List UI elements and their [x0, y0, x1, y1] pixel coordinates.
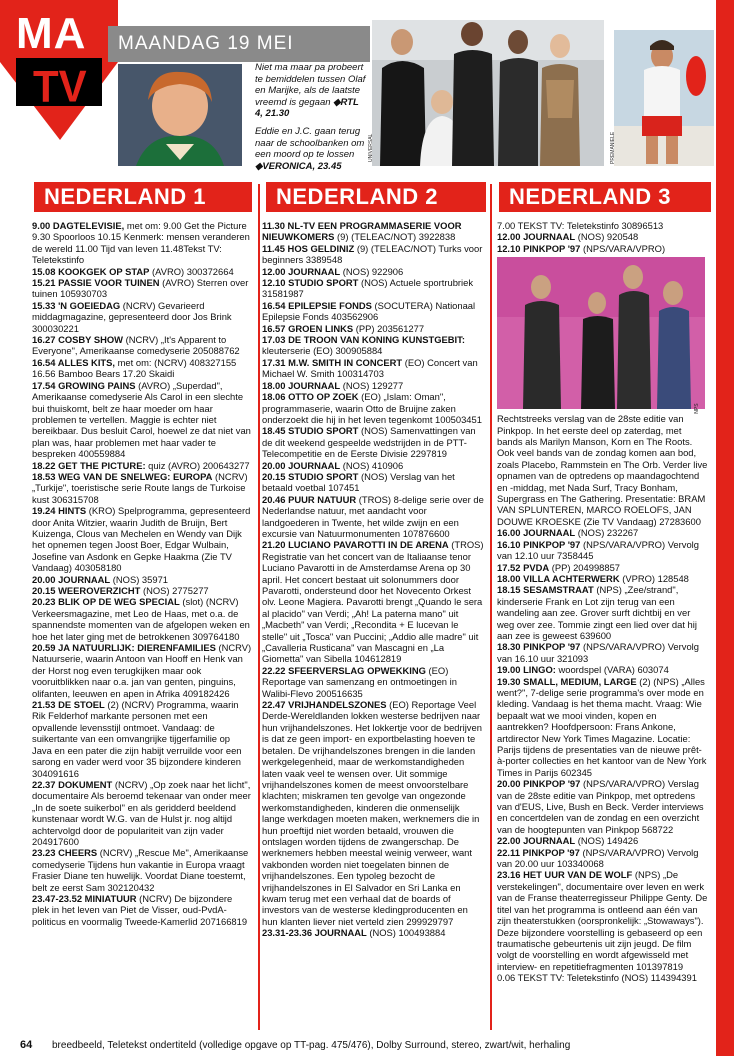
listing-item: 15.21 PASSIE VOOR TUINEN (AVRO) Sterren over tuinen 105930703 — [32, 277, 249, 300]
listing-item: 22.11 PINKPOP '97 (NPS/VARA/VPRO) Vervolg van 20.00 uur 103340068 — [497, 846, 699, 870]
listing-item: 18.00 VILLA ACHTERWERK (VPRO) 128548 — [497, 572, 689, 584]
photo-lifeguard — [610, 30, 714, 166]
column-header-ned1: NEDERLAND 1 — [30, 182, 252, 212]
listing-item: 16.54 ALLES KITS, met om: (NCRV) 408327155 16.56 Bamboo Bears 17.20 Skaidi — [32, 356, 237, 380]
listing-item: 23.16 HET UUR VAN DE WOLF (NPS) „De verstekelingen", documentaire over leven en werk van de Franse theaterregisseur Philippe Genty. De titel van het programma is ontleend aan één van zijn theaterstukken (oorspronkelijk: „Stowaways"). Deze bijzondere voorstelling is gebaseerd op een traumatische gebeurtenis uit zijn jeugd. De film volgt de voorstelling en wordt afgewisseld met interview- en repetitiefragmenten 101397819 — [497, 869, 708, 972]
listing-item: 20.00 JOURNAAL (NOS) 35971 — [32, 573, 168, 585]
listing-item: 22.22 SFEERVERSLAG OPWEKKING (EO) Reportage van samenzang en ontmoetingen in Walibi-Flevo 200516635 — [262, 664, 457, 699]
listing-item: 9.00 DAGTELEVISIE, met om: 9.00 Get the Picture 9.30 Spoorloos 10.15 Kenmerk: mensen veranderen de wereld 11.00 Tijd van leven 11.48Tekst TV: Teletekstinfo — [32, 220, 250, 266]
symbol-legend: breedbeeld, Teletekst ondertiteld (volledige opgave op TT-pag. 475/476), Dolby Surround, stereo, zwart/wit, herhaling — [52, 1040, 571, 1051]
caption1-ref: ◆RTL 4, 21.30 — [255, 96, 359, 119]
schedule-ned2 — [262, 220, 484, 1028]
listing-item: 12.10 PINKPOP '97 (NPS/VARA/VPRO) — [497, 242, 666, 254]
caption2-text: Eddie en J.C. gaan terug naar de schoolbanken om een moord op te lossen — [255, 126, 365, 160]
listing-item: 16.00 JOURNAAL (NOS) 232267 — [497, 527, 639, 539]
photo-pinkpop-band — [497, 257, 705, 414]
column-header-ned2: NEDERLAND 2 — [262, 182, 486, 212]
listing-item: 23.47-23.52 MINIATUUR (NCRV) De bijzondere plek in het leven van Piet de Visser, oud-PvdA-politicus en voormalig Tweede-Kamerlid 207166819 — [32, 892, 248, 927]
caption-photo-cast — [255, 62, 367, 120]
listing-item: 20.00 PINKPOP '97 (NPS/VARA/VPRO) Verslag van de 28ste editie van Pinkpop, met optredens van d'EUS, Live, Bush en Beck. Verder interviews en concertdelen van de zondag en een overzicht van de hoogtepunten van Pinkpop 568722 — [497, 778, 704, 835]
schedule-ned1 — [32, 220, 252, 1028]
listing-item: 22.00 JOURNAAL (NOS) 149426 — [497, 835, 639, 847]
listing-item: 16.27 COSBY SHOW (NCRV) „It's Apparent to Everyone", Amerikaanse comedyserie 205088762 — [32, 334, 240, 357]
caption2-ref: ◆VERONICA, 23.45 — [255, 160, 342, 172]
page-footer — [0, 1035, 734, 1056]
photo-cast — [368, 20, 604, 166]
listing-item: 22.37 DOKUMENT (NCRV) „Op zoek naar het licht", documentaire Als beroemd tekenaar van onder meer „In de soete suikerbol" en als geridderd beeldend kunstenaar wordt W.G. van de Hulst jr. nog altijd achtervolgd door de populariteit van zijn vader 204917600 — [32, 778, 251, 847]
listing-item: 12.00 JOURNAAL (NOS) 920548 — [497, 231, 639, 243]
listing-item: 20.15 WEEROVERZICHT (NOS) 2775277 — [32, 585, 209, 596]
listing-item: 16.57 GROEN LINKS (PP) 203561277 — [262, 322, 425, 334]
column-divider-2 — [490, 184, 492, 1030]
listing-item: 16.54 EPILEPSIE FONDS (SOCUTERA) Nationaal Epilepsie Fonds 403562906 — [262, 299, 476, 323]
column-divider-1 — [258, 184, 260, 1030]
listing-item: 19.30 SMALL, MEDIUM, LARGE (2) (NPS) „Alles went?", 7-delige serie programma's over mode en kleding. Vandaag is het thema macht. Vraag: Wie bepaalt wat we mooi vinden, kopen en aantrekken? Hoofdpersoon: Frans Ankone, artdirector New York Times Magazine. Locatie: Parijs tijdens de presentaties van de nieuwe prêt-à-porter collecties en het kantoor van de New York Times in Parijs 602345 — [497, 675, 707, 778]
listing-item: 21.20 LUCIANO PAVAROTTI IN DE ARENA (TROS) Registratie van het concert van de Italiaanse tenor Luciano Pavarotti in de Amsterdamse Arena op 30 april. Het concert bestaat uit solonummers door Pavarotti, ondersteund door het Novecento Orkest olv. Leone Magiera. Pavarotti brengt „Quando le sera al placido" van Verdi; „Ah! La paterna mano" uit „Macbeth" van Verdi; „Recondita + E lucevan le stelle" uit „Tosca" van Puccini; „Addio alle madre" uit „Cavalleria Rusticana" van Mascagni en „La Giometta" van Sibella 104612819 — [262, 539, 484, 665]
listing-item: 11.45 HOS GELDINIZ (9) (TELEAC/NOT) Turks voor beginners 3389548 — [262, 242, 483, 266]
page-edge-strip — [716, 0, 734, 1056]
schedule-ned3 — [497, 220, 709, 1028]
listing-item: 19.00 LINGO: woordspel (VARA) 603074 — [497, 664, 669, 676]
listing-item: 20.46 PUUR NATUUR (TROS) 8-delige serie over de Nederlandse natuur, met aandacht voor landgoederen in Twente, het wilde zwijn en een excursie van Natuurmonumenten 107876600 — [262, 493, 484, 539]
listing-item: 22.47 VRIJHANDELSZONES (EO) Reportage Veel Derde-Wereldlanden lokken westerse bedrijven naar hun vrijhandelszones. Het lokkertje voor de bedrijven is dat ze geen import- en exportbelasting hoeven te betalen. De vrijhandelszones brengen in die landen werkgelegenheid, maar de werkomstandigheden laten vaak veel te wensen over. Uit sommige vrijhandelszones komen de meest onvoorstelbare klachten; miskramen ten gevolge van ongezonde werkomstandigheden, kinderen die onmenselijk lange werkdagen moeten maken, werknemers die in hun proeftijd niet worden betaald, vrouwen die ontslagen worden tijdens de zwangerschap. De werknemers hebben meestal weinig verweer, want vakbonden worden niet toegelaten binnen de vrijhandelszones. Een typoleg bezocht de vrijhandelszones in El Salvador en Sri Lanka en kwam terug met een verhaal dat de boards of investors van de westerse kledingproducenten en hun klanten liever niet verteld zien 299929797 — [262, 699, 482, 927]
photo-credit-premaniele: PREMANIELE — [610, 131, 616, 164]
listing-item: 20.15 STUDIO SPORT (NOS) Verslag van het betaald voetbal 107451 — [262, 470, 455, 494]
listing-item: 17.31 M.W. SMITH IN CONCERT (EO) Concert van Michael W. Smith 100314703 — [262, 356, 478, 380]
listing-item: 11.30 NL-TV EEN PROGRAMMASERIE VOOR NIEUWKOMERS (9) (TELEAC/NOT) 3922838 — [262, 220, 462, 243]
listing-item: Rechtstreeks verslag van de 28ste editie van Pinkpop. In het eerste deel op zaterdag, met bands als Marilyn Manson, Korn en The Roots. Ook veel bands van de zondag komen aan bod, zoals Placebo, Rammstein en The Orb. Verder live opnamen van de optredens op maandagochtend en -middag, met Nada Surf, Tracy Bonham, Supergrass en The Gathering. Presentatie: BRAM VAN SPLUNTEREN, MARCO ROELOFS, JAN DOUWE KROESKE (Zie TV Vandaag) 27283600 — [497, 413, 708, 527]
photo-credit-universal: UNIVERSAL — [368, 133, 374, 162]
listing-item: 20.00 JOURNAAL (NOS) 410906 — [262, 459, 404, 471]
listing-item: 23.31-23.36 JOURNAAL (NOS) 100493884 — [262, 927, 446, 939]
listing-item: 18.30 PINKPOP '97 (NPS/VARA/VPRO) Vervolg van 16.10 uur 321093 — [497, 641, 699, 664]
column-header-ned3: NEDERLAND 3 — [495, 182, 711, 212]
listing-item: 12.00 JOURNAAL (NOS) 922906 — [262, 265, 404, 277]
page-number: 64 — [20, 1039, 33, 1051]
ma-tv-logo — [0, 0, 118, 140]
listing-item: 20.23 BLIK OP DE WEG SPECIAL (slot) (NCRV) Verkeersmagazine, met Leo de Haas, met o.a. de spannendste momenten van de afgelopen weken en hoe het later ging met de betrokkenen 309764180 — [32, 596, 250, 642]
caption1-text: Niet ma maar pa probeert te bemiddelen tussen Olaf en Marijke, als de laatste vreemd is gegaan — [255, 62, 366, 108]
listing-item: 15.08 KOOKGEK OP STAP (AVRO) 300372664 — [32, 265, 234, 277]
listing-item: 18.06 OTTO OP ZOEK (EO) „Islam: Oman", programmaserie, waarin Otto de Bruijne zaken onderzoekt die hij in het leven tegenkomt 100503451 — [262, 391, 482, 425]
listing-item: 12.10 STUDIO SPORT (NOS) Actuele sportrubriek 31581987 — [262, 277, 474, 300]
listing-item: 16.10 PINKPOP '97 (NPS/VARA/VPRO) Vervolg van 12.10 uur 7358445 — [497, 538, 699, 562]
listing-item: 18.22 GET THE PICTURE: quiz (AVRO) 200643277 — [32, 459, 250, 471]
listing-item: 17.03 DE TROON VAN KONING KUNSTGEBIT: kleuterserie (EO) 300905884 — [262, 334, 465, 357]
listing-item: 15.33 'N GOEIEDAG (NCRV) Gevarieerd middagmagazine, gepresenteerd door Jos Brink 300030221 — [32, 299, 232, 334]
listing-item: 19.24 HINTS (KRO) Spelprogramma, gepresenteerd door Anita Witzier, waarin Judith de Bruijn, Bert Kuizenga, Clous van Mechelen en Wendy van Dijk het opnemen tegen Joost Boer, Edgar Wulbain, Josefine van Asdonk en Gepke Haakma (Zie TV Vandaag) 403058180 — [32, 505, 251, 574]
listing-item: 20.59 JA NATUURLIJK: DIERENFAMILIES (NCRV) Natuurserie, waarin Antoon van Hooff en Henk van der Horst nog even terugkijken maar ook vooruitblikken naar o.a. jan van genten, pinguins, olifanten, leeuwen en apen in Afrika 409182426 — [32, 642, 252, 699]
listing-item: 18.15 SESAMSTRAAT (NPS) „Zee/strand", kinderserie Frank en Lot zijn terug van een wandeling aan zee. Grover surft dichtbij en ver weg over zee. Tommie zingt een lied over dat hij aan zee is geweest 639600 — [497, 584, 697, 641]
listing-item: 17.52 PVDA (PP) 204998857 — [497, 561, 621, 573]
listing-item: 18.00 JOURNAAL (NOS) 129277 — [262, 379, 404, 391]
listing-item: 7.00 TEKST TV: Teletekstinfo 30896513 — [497, 220, 664, 231]
date-label: MAANDAG 19 MEI — [118, 33, 294, 54]
logo-tv: TV — [33, 61, 87, 112]
listing-item: 23.23 CHEERS (NCRV) „Rescue Me", Amerikaanse comedyserie Tijdens hun vakantie in Europa vraagt Frasier Diane ten huwelijk. Voordat Diane toestemt, belt ze eerst Sam 302120432 — [32, 847, 249, 893]
listing-item: 18.45 STUDIO SPORT (NOS) Samenvattingen van de dit weekend gespeelde wedstrijden in de PTT-Telecompetitie en de Eerste Divisie 2297819 — [262, 425, 476, 460]
logo-ma: MA — [16, 9, 87, 58]
listing-item: 18.53 WEG VAN DE SNELWEG: EUROPA (NCRV) „Turkije", toeristische serie Route langs de Turkoise kust 306315708 — [32, 470, 248, 505]
listing-item: 0.06 TEKST TV: Teletekstinfo (NOS) 114394391 — [497, 972, 697, 984]
listing-item: 21.53 DE STOEL (2) (NCRV) Programma, waarin Rik Felderhof markante personen met een opvallende levensstijl ontmoet. Vandaag: de suikertante van een omvangrijke tijgerfamilie op Java en een pater die zijn habijt verruilde voor een sarong en vader werd voor 35 bijzondere kinderen 304091616 — [32, 699, 242, 779]
listing-item: 17.54 GROWING PAINS (AVRO) „Superdad", Amerikaanse comedyserie Als Carol in een slechte bui thuiskomt, belt ze haar moeder om haar problemen te vertellen. Maggie is echter niet bereikbaar. Dus besluit Carol, hoewel ze dat niet van plan was, haar problemen met haar vader te bespreken 400559884 — [32, 379, 251, 460]
photo-woman — [118, 64, 242, 166]
photo-credit-nps: NPS — [693, 403, 700, 414]
caption-photo-eddie — [255, 126, 367, 172]
